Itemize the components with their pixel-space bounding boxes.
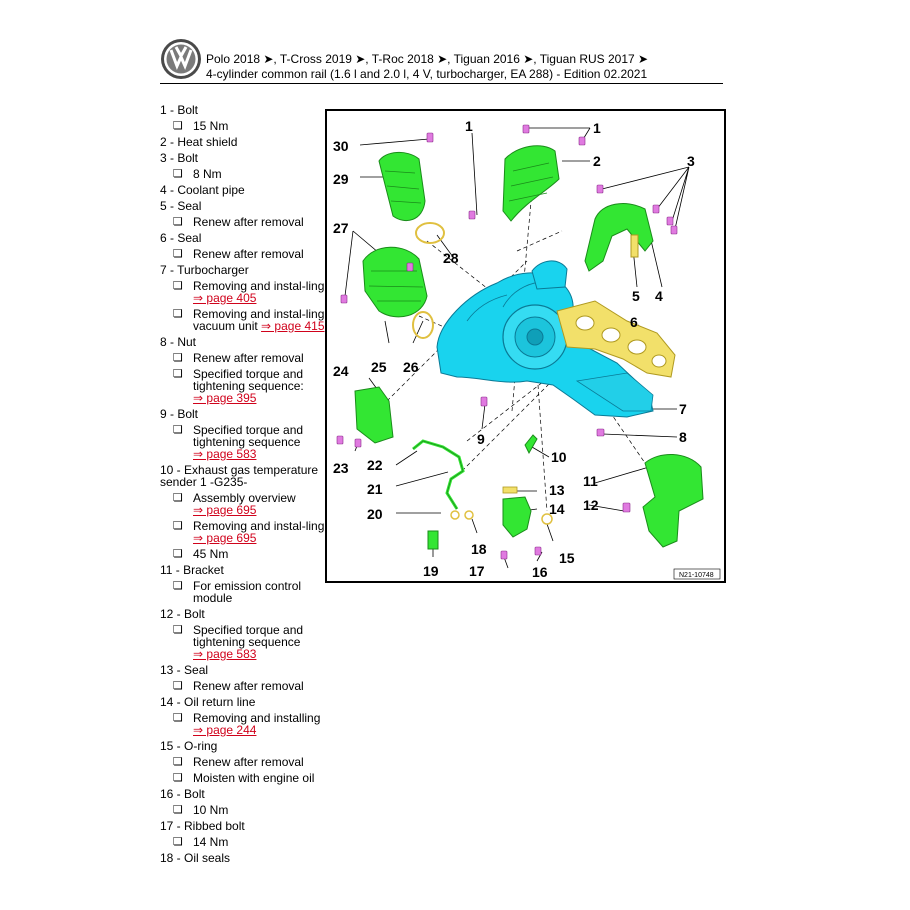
part-note-text: Moisten with engine oil	[193, 771, 315, 785]
callout-21: 21	[367, 481, 383, 497]
callout-12: 12	[583, 497, 599, 513]
page-reference-link[interactable]: ⇒ page 695	[193, 503, 257, 517]
oil-return-line	[503, 497, 531, 537]
callout-9: 9	[477, 431, 485, 447]
seal-5	[631, 235, 638, 257]
callout-7: 7	[679, 401, 687, 417]
part-item-name: 9 - Bolt	[160, 407, 199, 421]
part-item-name: 2 - Heat shield	[160, 135, 238, 149]
part-note-text: 14 Nm	[193, 835, 229, 849]
callout-16: 16	[532, 564, 548, 580]
part-note-text: Removing and installing	[193, 711, 321, 725]
parts-list	[160, 104, 325, 864]
coolant-pipe	[585, 204, 653, 271]
figure-reference: N21-10748	[679, 572, 714, 579]
callout-1b: 1	[593, 120, 601, 136]
part-note-text: Renew after removal	[193, 247, 304, 261]
bracket-11	[643, 454, 703, 547]
part-note-text: 45 Nm	[193, 547, 229, 561]
part-note-text: 10 Nm	[193, 803, 229, 817]
callout-5: 5	[632, 288, 640, 304]
callout-8: 8	[679, 429, 687, 445]
header-engine-line: 4-cylinder common rail (1.6 l and 2.0 l, 4 V, turbocharger, EA 288) - Edition 02.2021	[206, 67, 648, 81]
callout-15: 15	[559, 550, 575, 566]
part-note	[160, 548, 325, 560]
callout-1a: 1	[465, 118, 473, 134]
part-note	[160, 680, 325, 692]
page-reference-link[interactable]: ⇒ page 244	[193, 723, 257, 737]
part-item-name: 6 - Seal	[160, 231, 202, 245]
part-note-text: Renew after removal	[193, 351, 304, 365]
seal-13	[503, 487, 517, 493]
callout-17: 17	[469, 563, 485, 579]
part-item-name: 8 - Nut	[160, 335, 197, 349]
part-note-text: Specified torque and tightening sequence	[193, 623, 304, 649]
callout-19: 19	[423, 563, 439, 579]
part-item-name: 11 - Bracket	[160, 563, 224, 577]
connector-19	[428, 531, 438, 549]
callout-28: 28	[443, 250, 459, 266]
callout-20: 20	[367, 506, 383, 522]
part-note	[160, 520, 325, 544]
part-item-name: 10 - Exhaust gas temperature sender 1 -G235-	[160, 463, 319, 489]
part-item-name: 18 - Oil seals	[160, 851, 231, 865]
part-note	[160, 308, 325, 332]
header-divider	[160, 83, 723, 84]
part-note	[160, 248, 325, 260]
callout-24: 24	[333, 363, 349, 379]
part-note-text: Removing and instal-ling	[193, 279, 325, 293]
page-reference-link[interactable]: ⇒ page 583	[193, 647, 257, 661]
part-item-name: 16 - Bolt	[160, 787, 205, 801]
callout-23: 23	[333, 460, 349, 476]
upper-heat-shield	[379, 152, 425, 220]
part-note-text: 8 Nm	[193, 167, 222, 181]
callout-22: 22	[367, 457, 383, 473]
part-item-name: 17 - Ribbed bolt	[160, 819, 245, 833]
callout-27: 27	[333, 220, 349, 236]
part-note	[160, 712, 325, 736]
page-reference-link[interactable]: ⇒ page 405	[193, 291, 257, 305]
part-note-text: Specified torque and tightening sequence	[193, 423, 304, 449]
part-item-name: 5 - Seal	[160, 199, 202, 213]
part-note	[160, 352, 325, 364]
callout-26: 26	[403, 359, 419, 375]
part-note-text: Renew after removal	[193, 679, 304, 693]
callout-4: 4	[655, 288, 663, 304]
part-note-text: Renew after removal	[193, 215, 304, 229]
callout-25: 25	[371, 359, 387, 375]
part-note-text: Removing and instal-ling vacuum unit	[193, 307, 325, 333]
part-item-name: 13 - Seal	[160, 663, 209, 677]
callout-6: 6	[630, 314, 638, 330]
part-note	[160, 216, 325, 228]
part-note	[160, 168, 325, 180]
part-note	[160, 580, 325, 604]
part-note	[160, 492, 325, 516]
part-item-name: 3 - Bolt	[160, 151, 199, 165]
seal-28	[416, 223, 444, 243]
part-item-name: 15 - O-ring	[160, 739, 218, 753]
part-note-text: 15 Nm	[193, 119, 229, 133]
part-note	[160, 120, 325, 132]
part-note-text: Removing and instal-ling	[193, 519, 325, 533]
callout-10: 10	[551, 449, 567, 465]
part-item-name: 7 - Turbocharger	[160, 263, 249, 277]
callout-2: 2	[593, 153, 601, 169]
part-note	[160, 424, 325, 460]
part-note	[160, 804, 325, 816]
page-reference-link[interactable]: ⇒ page 415	[261, 319, 325, 333]
part-note	[160, 280, 325, 304]
callout-13: 13	[549, 482, 565, 498]
part-note-text: Specified torque and tightening sequence:	[193, 367, 304, 393]
bracket-24	[355, 387, 393, 443]
header-model-line: Polo 2018 ➤, T-Cross 2019 ➤, T-Roc 2018 ➤, Tiguan 2016 ➤, Tiguan RUS 2017 ➤	[206, 52, 649, 66]
part-note-text: Renew after removal	[193, 755, 304, 769]
seal-26	[413, 312, 433, 338]
part-note-text: For emission control module	[193, 579, 302, 605]
part-note	[160, 836, 325, 848]
part-note-text: Assembly overview	[193, 491, 296, 505]
callout-3: 3	[687, 153, 695, 169]
part-item-name: 14 - Oil return line	[160, 695, 256, 709]
turbocharger-exploded-view	[325, 109, 726, 583]
page-reference-link[interactable]: ⇒ page 395	[193, 391, 257, 405]
heat-shield-2	[503, 146, 559, 221]
part-note	[160, 772, 325, 784]
part-note	[160, 756, 325, 768]
part-note	[160, 624, 325, 660]
callout-29: 29	[333, 171, 349, 187]
part-item-name: 4 - Coolant pipe	[160, 183, 245, 197]
part-item-name: 12 - Bolt	[160, 607, 205, 621]
page-reference-link[interactable]: ⇒ page 695	[193, 531, 257, 545]
part-item-name: 1 - Bolt	[160, 103, 199, 117]
callout-18: 18	[471, 541, 487, 557]
callout-30: 30	[333, 138, 349, 154]
diagram-canvas	[327, 111, 724, 581]
callout-14: 14	[549, 501, 565, 517]
vw-logo-icon	[160, 38, 202, 80]
part-note	[160, 368, 325, 404]
page-reference-link[interactable]: ⇒ page 583	[193, 447, 257, 461]
lower-heat-shield	[363, 247, 427, 317]
callout-11: 11	[583, 473, 598, 489]
